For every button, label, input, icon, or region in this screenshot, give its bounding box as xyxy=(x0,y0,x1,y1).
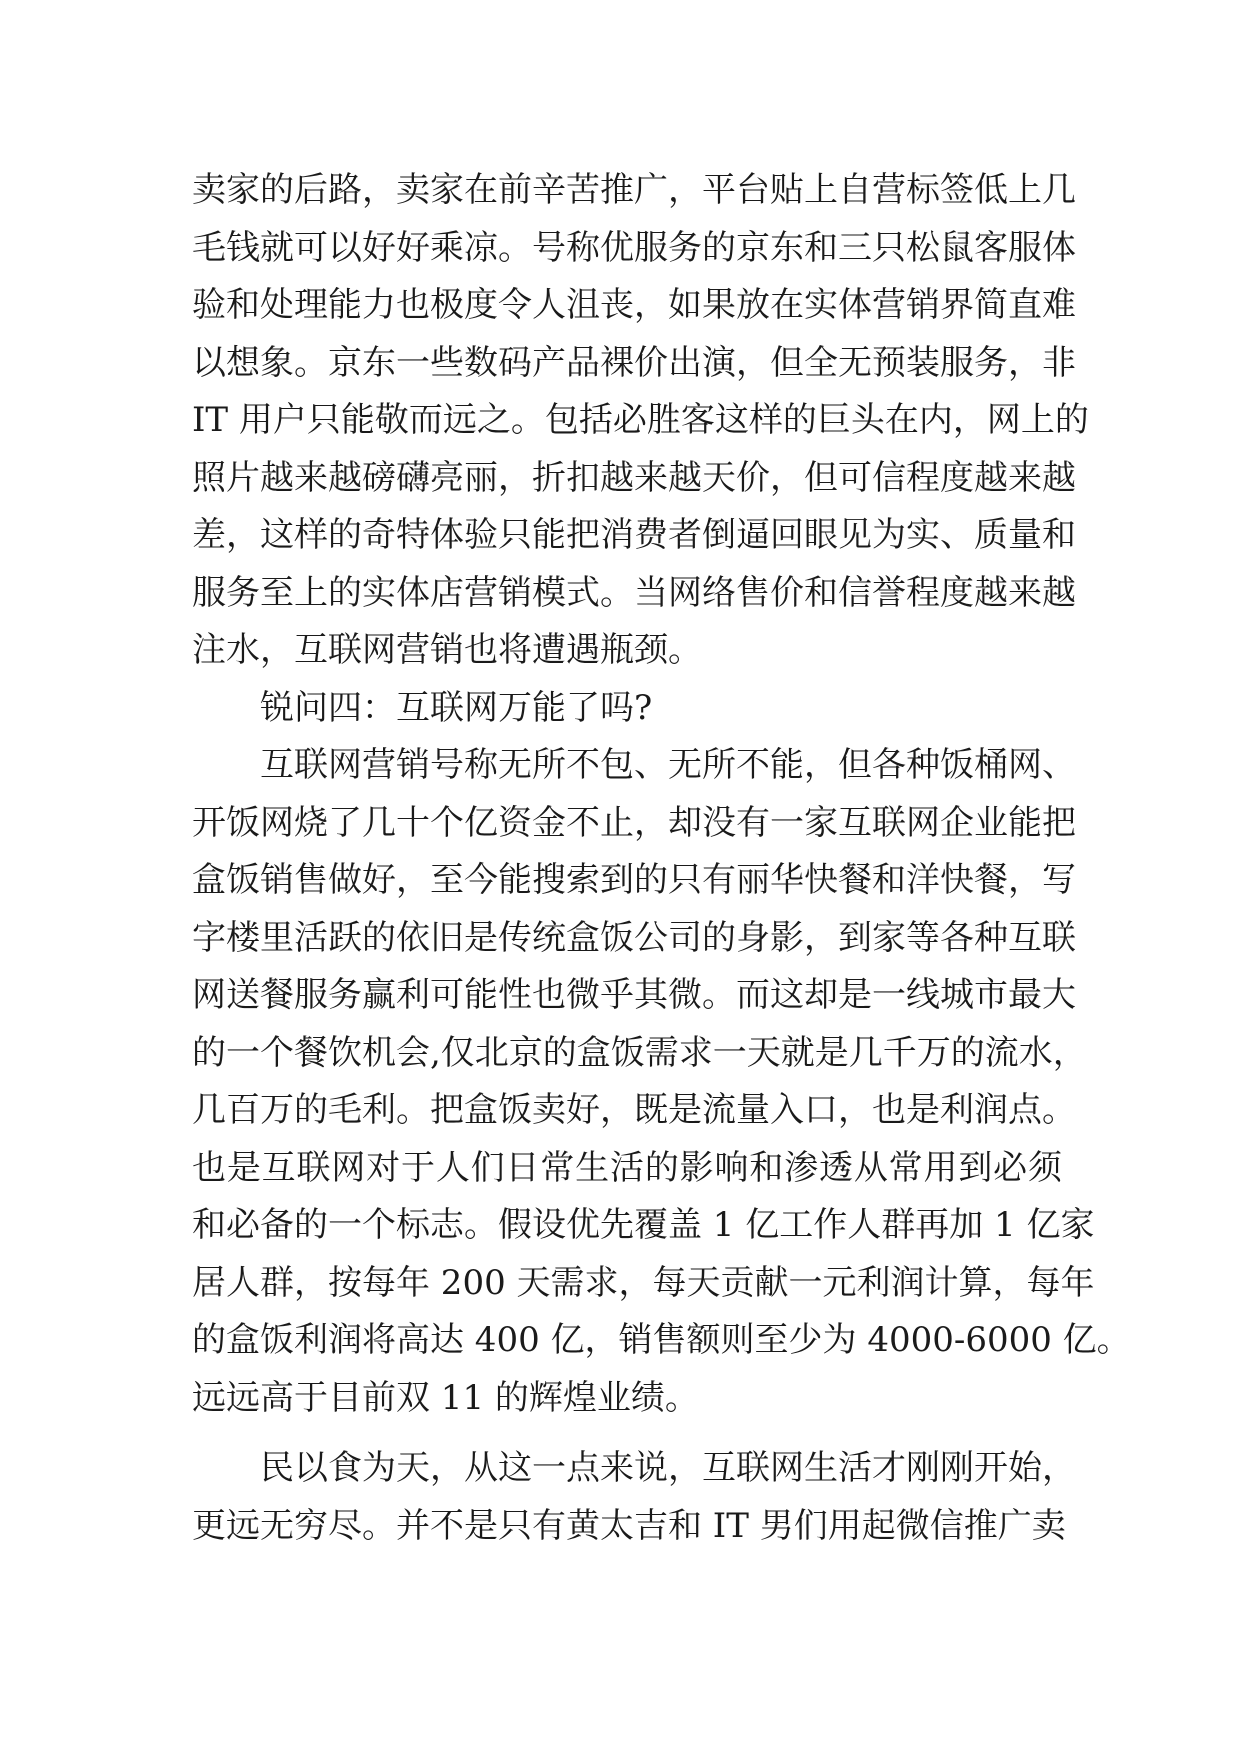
document-body xyxy=(192,162,1131,1555)
text-line: 的盒饭利润将高达 400 亿，销售额则至少为 4000-6000 亿。 xyxy=(192,1320,1131,1360)
text-line: 字楼里活跃的依旧是传统盒饭公司的身影，到家等各种互联 xyxy=(192,917,1076,958)
text-line: 和必备的一个标志。假设优先覆盖 1 亿工作人群再加 1 亿家 xyxy=(192,1205,1095,1245)
heading-line: 锐问四：互联网万能了吗? xyxy=(260,687,653,728)
text-line: 几百万的毛利。把盒饭卖好，既是流量入口，也是利润点。 xyxy=(192,1090,1076,1130)
text-line: 以想象。京东一些数码产品裸价出演，但全无预装服务，非 xyxy=(192,342,1076,383)
text-line: 照片越来越磅礴亮丽，折扣越来越天价，但可信程度越来越 xyxy=(192,457,1076,498)
text-line: IT 用户只能敬而远之。包括必胜客这样的巨头在内，网上的 xyxy=(192,400,1089,440)
text-line: 居人群，按每年 200 天需求，每天贡献一元利润计算，每年 xyxy=(192,1262,1095,1303)
text-line: 盒饭销售做好，至今能搜索到的只有丽华快餐和洋快餐，写 xyxy=(192,860,1076,900)
paragraph-platform-criticism xyxy=(192,162,1089,680)
text-line: 验和处理能力也极度令人沮丧，如果放在实体营销界简直难 xyxy=(192,285,1076,325)
text-line: 注水，互联网营销也将遭遇瓶颈。 xyxy=(192,630,702,670)
text-line: 服务至上的实体店营销模式。当网络售价和信誉程度越来越 xyxy=(192,572,1076,613)
text-line: 卖家的后路，卖家在前辛苦推广，平台贴上自营标签低上几 xyxy=(192,170,1076,210)
text-line: 也是互联网对于人们日常生活的影响和渗透从常用到必须 xyxy=(192,1147,1062,1188)
text-line: 毛钱就可以好好乘凉。号称优服务的京东和三只松鼠客服体 xyxy=(192,227,1076,268)
text-line: 的一个餐饮机会,仅北京的盒饭需求一天就是几千万的流水， xyxy=(192,1032,1087,1073)
text-line: 开饭网烧了几十个亿资金不止，却没有一家互联网企业能把 xyxy=(192,802,1076,843)
text-line: 民以食为天，从这一点来说，互联网生活才刚刚开始， xyxy=(260,1448,1076,1488)
paragraph-lunchbox-market xyxy=(192,737,1131,1427)
text-line: 远远高于目前双 11 的辉煌业绩。 xyxy=(192,1377,699,1418)
text-line: 更远无穷尽。并不是只有黄太吉和 IT 男们用起微信推广卖 xyxy=(192,1505,1066,1546)
text-line: 网送餐服务赢利可能性也微乎其微。而这却是一线城市最大 xyxy=(192,975,1076,1015)
section-heading xyxy=(192,680,1062,738)
text-line: 差，这样的奇特体验只能把消费者倒逼回眼见为实、质量和 xyxy=(192,515,1076,555)
text-line: 互联网营销号称无所不包、无所不能，但各种饭桶网、 xyxy=(260,745,1076,785)
paragraph-conclusion xyxy=(192,1440,1076,1555)
